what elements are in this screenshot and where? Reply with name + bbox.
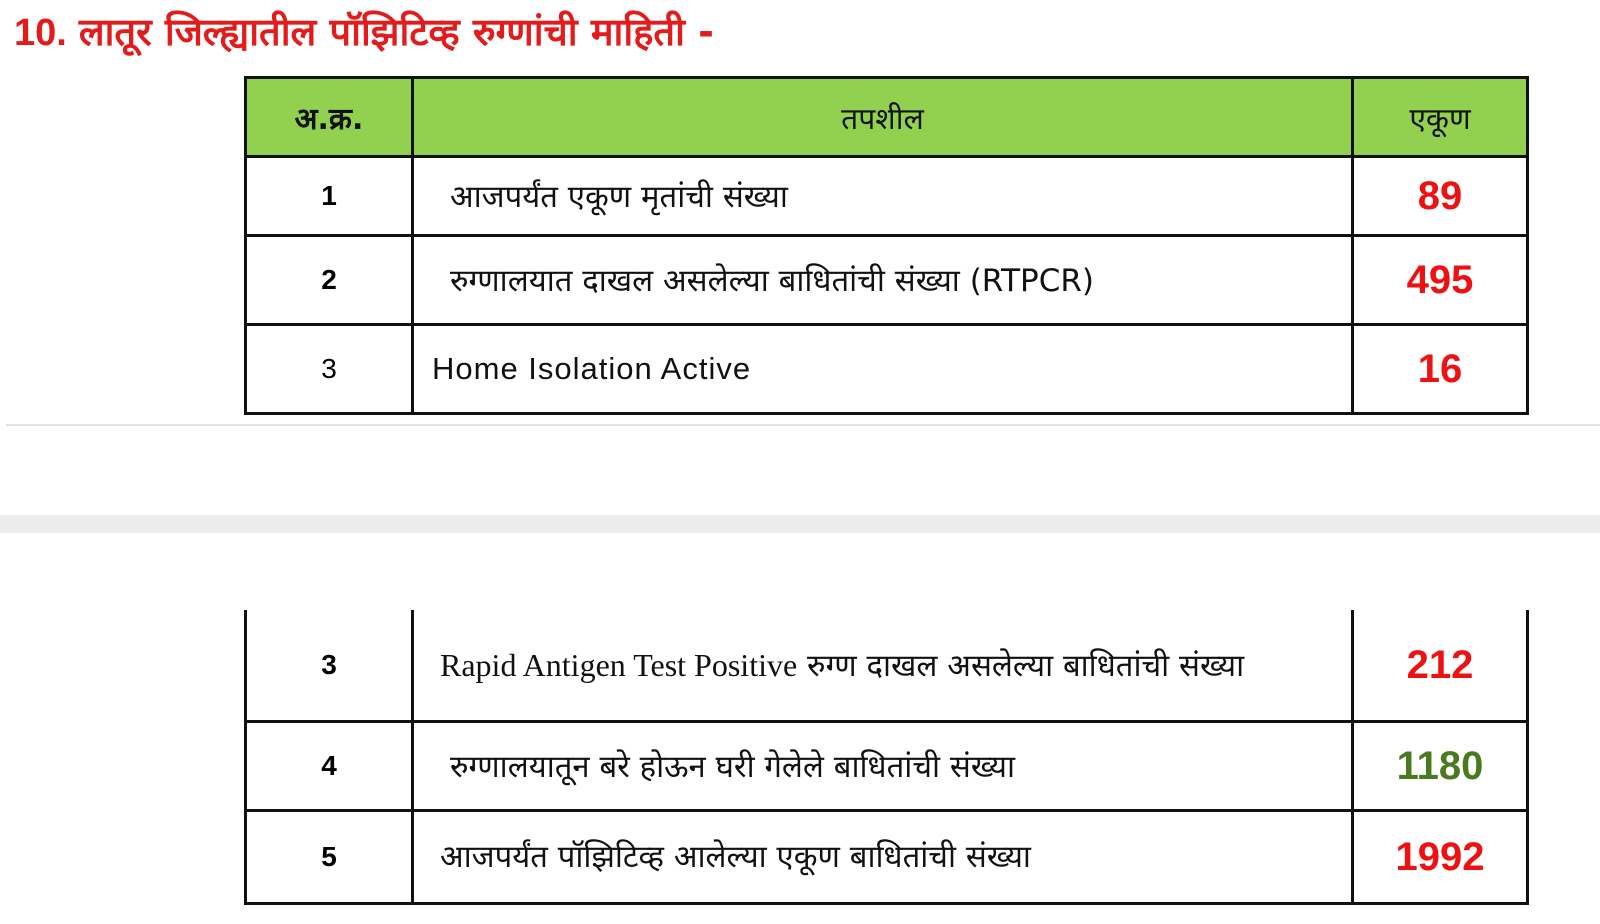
row-serial: 2 [246, 236, 413, 325]
row-details: रुग्णालयात दाखल असलेल्या बाधितांची संख्या (RTPCR) [413, 236, 1353, 325]
row-total: 495 [1353, 236, 1528, 325]
row-details: आजपर्यंत पॉझिटिव्ह आलेल्या एकूण बाधितांची संख्या [413, 811, 1353, 904]
positive-patients-table [244, 76, 1529, 415]
header-total: एकूण [1353, 78, 1528, 157]
row-total: 1992 [1353, 811, 1528, 904]
section-number: 10. [14, 12, 67, 54]
section-title: लातूर जिल्ह्यातील पॉझिटिव्ह रुग्णांची माहिती - [78, 10, 714, 54]
row-details-marathi: रुग्ण दाखल असलेल्या बाधितांची संख्या [807, 647, 1245, 684]
row-details: रुग्णालयातून बरे होऊन घरी गेलेले बाधितांची संख्या [413, 722, 1353, 811]
row-total: 212 [1353, 610, 1528, 722]
header-serial: अ.क्र. [246, 78, 413, 157]
row-serial: 3 [246, 325, 413, 414]
row-serial: 3 [246, 610, 413, 722]
table-row [246, 610, 1528, 722]
table-header-row [246, 78, 1528, 157]
row-total: 89 [1353, 157, 1528, 236]
row-details [413, 610, 1353, 722]
row-serial: 1 [246, 157, 413, 236]
table-row [246, 236, 1528, 325]
row-serial: 5 [246, 811, 413, 904]
header-details: तपशील [413, 78, 1353, 157]
row-details-latin: Rapid Antigen Test Positive [440, 646, 798, 683]
row-details: आजपर्यंत एकूण मृतांची संख्या [413, 157, 1353, 236]
row-total: 1180 [1353, 722, 1528, 811]
row-details: Home Isolation Active [413, 325, 1353, 414]
table-row [246, 325, 1528, 414]
section-separator [0, 515, 1600, 533]
table-row [246, 722, 1528, 811]
row-total: 16 [1353, 325, 1528, 414]
divider-line [6, 424, 1600, 426]
table-row [246, 811, 1528, 904]
page-title [14, 4, 714, 61]
row-serial: 4 [246, 722, 413, 811]
table-row [246, 157, 1528, 236]
positive-patients-table-continued [244, 610, 1529, 905]
